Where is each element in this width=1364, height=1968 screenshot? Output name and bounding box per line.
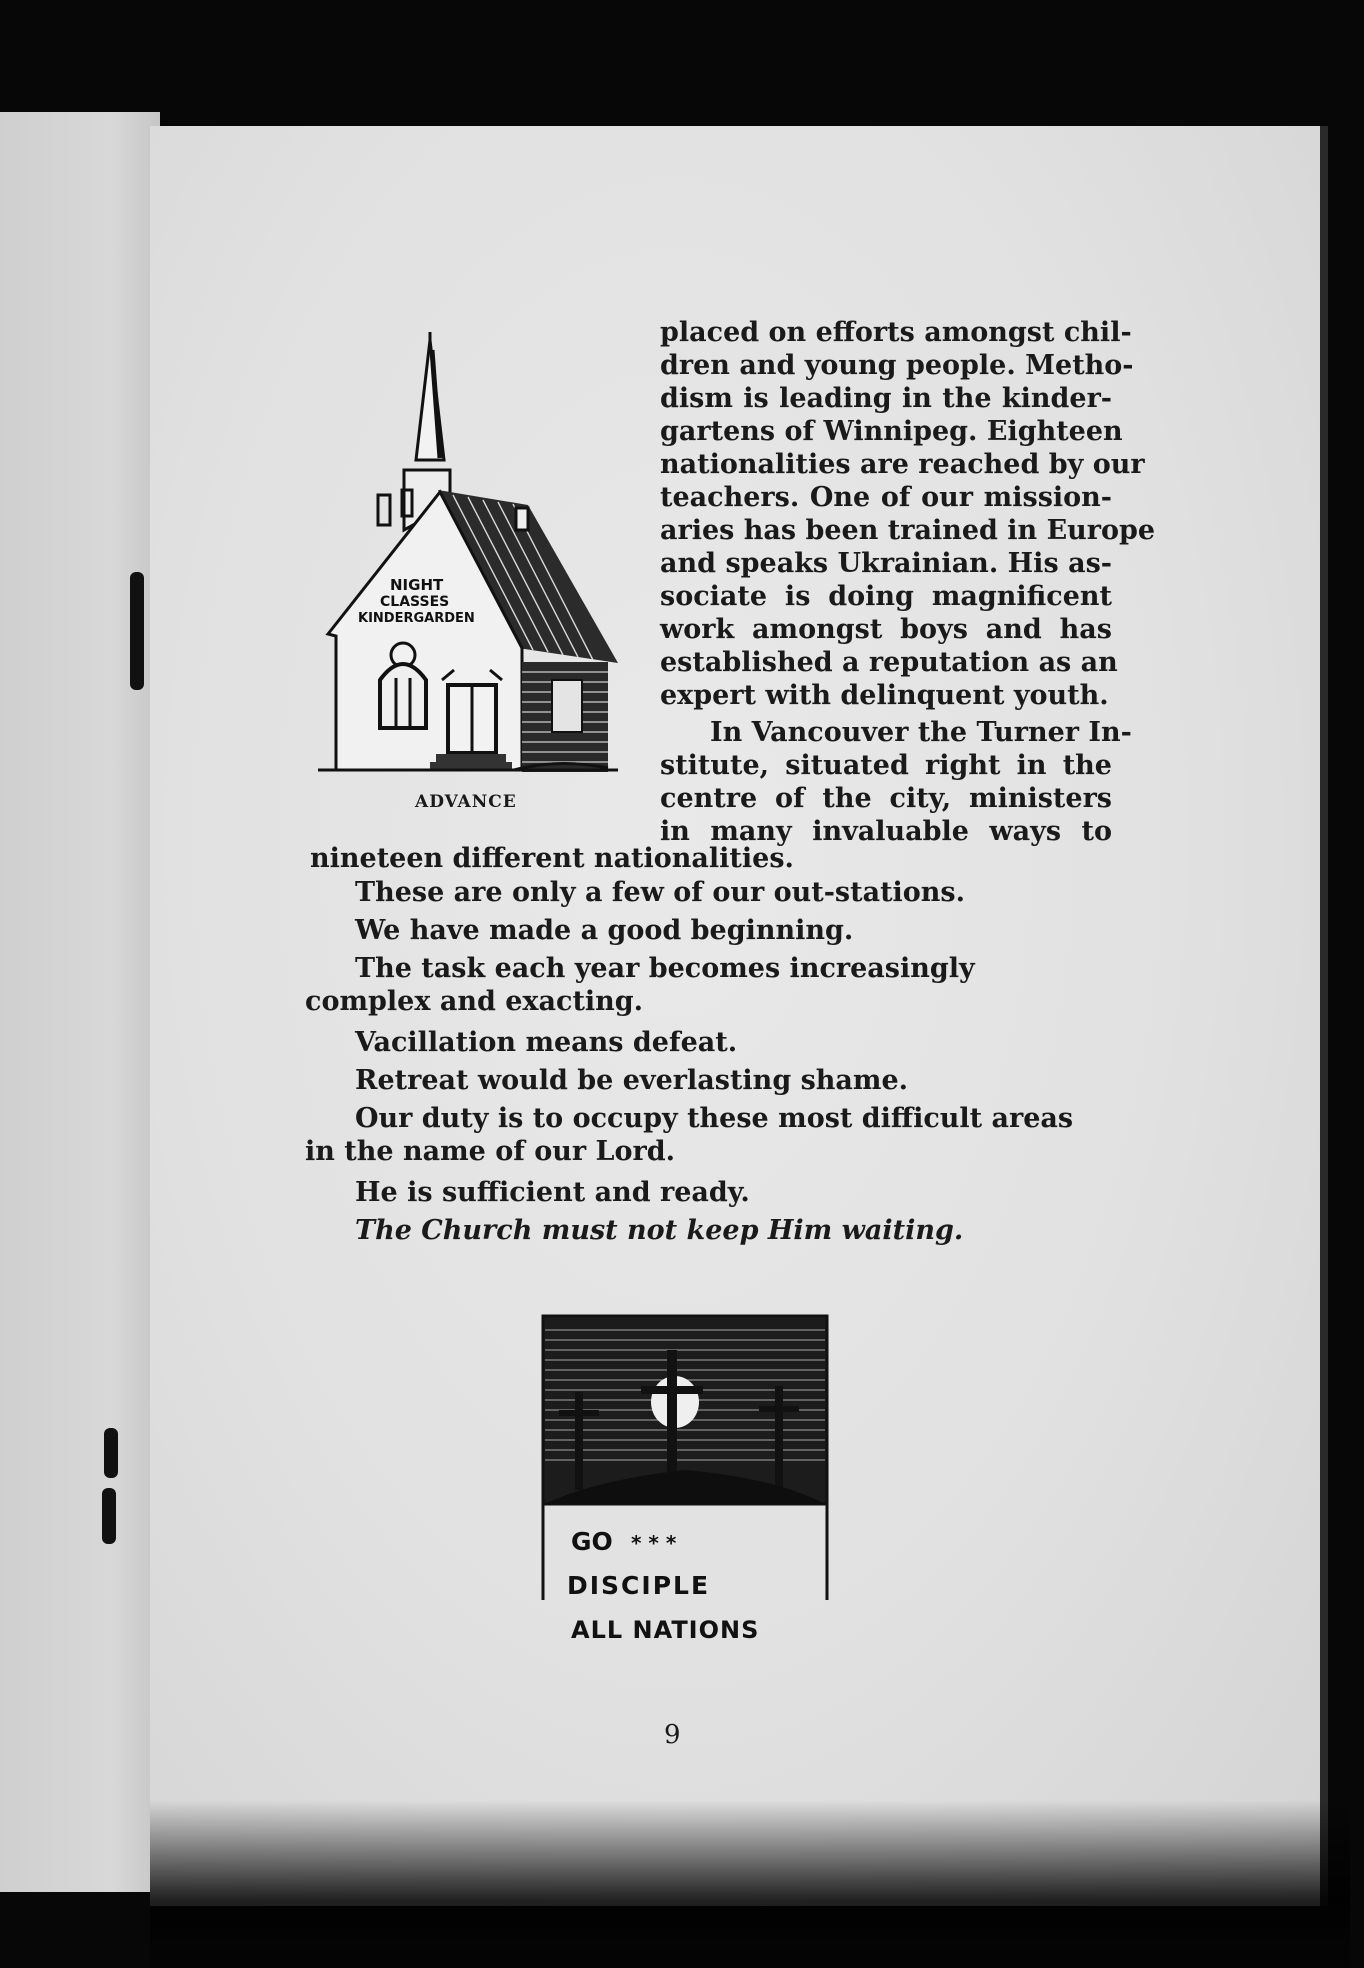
crosses-line2: DISCIPLE — [567, 1571, 711, 1600]
bottom-shadow — [150, 1800, 1350, 1968]
column-paragraph — [660, 316, 1156, 712]
facing-page-edge — [0, 112, 160, 1892]
text-line: aries has been trained in Europe — [660, 515, 1156, 546]
text-line: work amongst boys and has — [660, 614, 1112, 645]
vancouver-paragraph-end: nineteen different nationalities. — [310, 843, 794, 874]
binding-mark — [130, 572, 144, 690]
church-illustration — [318, 330, 618, 790]
church-sign-line2: CLASSES — [380, 594, 450, 610]
binding-mark — [102, 1488, 116, 1544]
text-line: nationalities are reached by our — [660, 449, 1145, 480]
text-line: stitute, situated right in the — [660, 750, 1112, 781]
text-line: placed on efforts amongst chil- — [660, 317, 1132, 348]
paragraph-closing-italic: The Church must not keep Him waiting. — [355, 1215, 964, 1246]
crosses-line1-stars: * * * — [631, 1531, 677, 1555]
paragraph-beginning: We have made a good beginning. — [355, 915, 854, 946]
paragraph-vacillation: Vacillation means defeat. — [355, 1027, 738, 1058]
crosses-line1: GO — [571, 1527, 613, 1556]
text-line: dren and young people. Metho- — [660, 350, 1134, 381]
text-line: teachers. One of our mission- — [660, 482, 1112, 513]
text-line: centre of the city, ministers — [660, 783, 1112, 814]
crosses-line3: ALL NATIONS — [571, 1616, 760, 1644]
church-sign-line3: KINDERGARDEN — [358, 611, 475, 626]
paragraph-task: The task each year becomes increasingly complex and exacting. — [305, 953, 975, 1017]
text-line: in many invaluable ways to — [660, 816, 1112, 847]
text-line: sociate is doing magnificent — [660, 581, 1112, 612]
church-sign-line1: NIGHT — [390, 576, 444, 594]
paragraph-duty: Our duty is to occupy these most difficult areas in the name of our Lord. — [305, 1103, 1074, 1167]
binding-mark — [104, 1428, 118, 1478]
church-caption: ADVANCE — [415, 792, 517, 812]
paragraph-out-stations: These are only a few of our out-stations. — [355, 877, 966, 908]
text-line: gartens of Winnipeg. Eighteen — [660, 416, 1123, 447]
page-number: 9 — [664, 1720, 681, 1750]
paragraph-sufficient: He is sufficient and ready. — [355, 1177, 750, 1208]
paragraph-retreat: Retreat would be everlasting shame. — [355, 1065, 909, 1096]
text-line: and speaks Ukrainian. His as- — [660, 548, 1112, 579]
text-line: dism is leading in the kinder- — [660, 383, 1112, 414]
text-line: expert with delinquent youth. — [660, 680, 1109, 711]
crosses-illustration — [535, 1310, 835, 1660]
text-line: In Vancouver the Turner In- — [710, 717, 1132, 748]
vancouver-paragraph — [660, 716, 1132, 848]
text-line: established a reputation as an — [660, 647, 1118, 678]
